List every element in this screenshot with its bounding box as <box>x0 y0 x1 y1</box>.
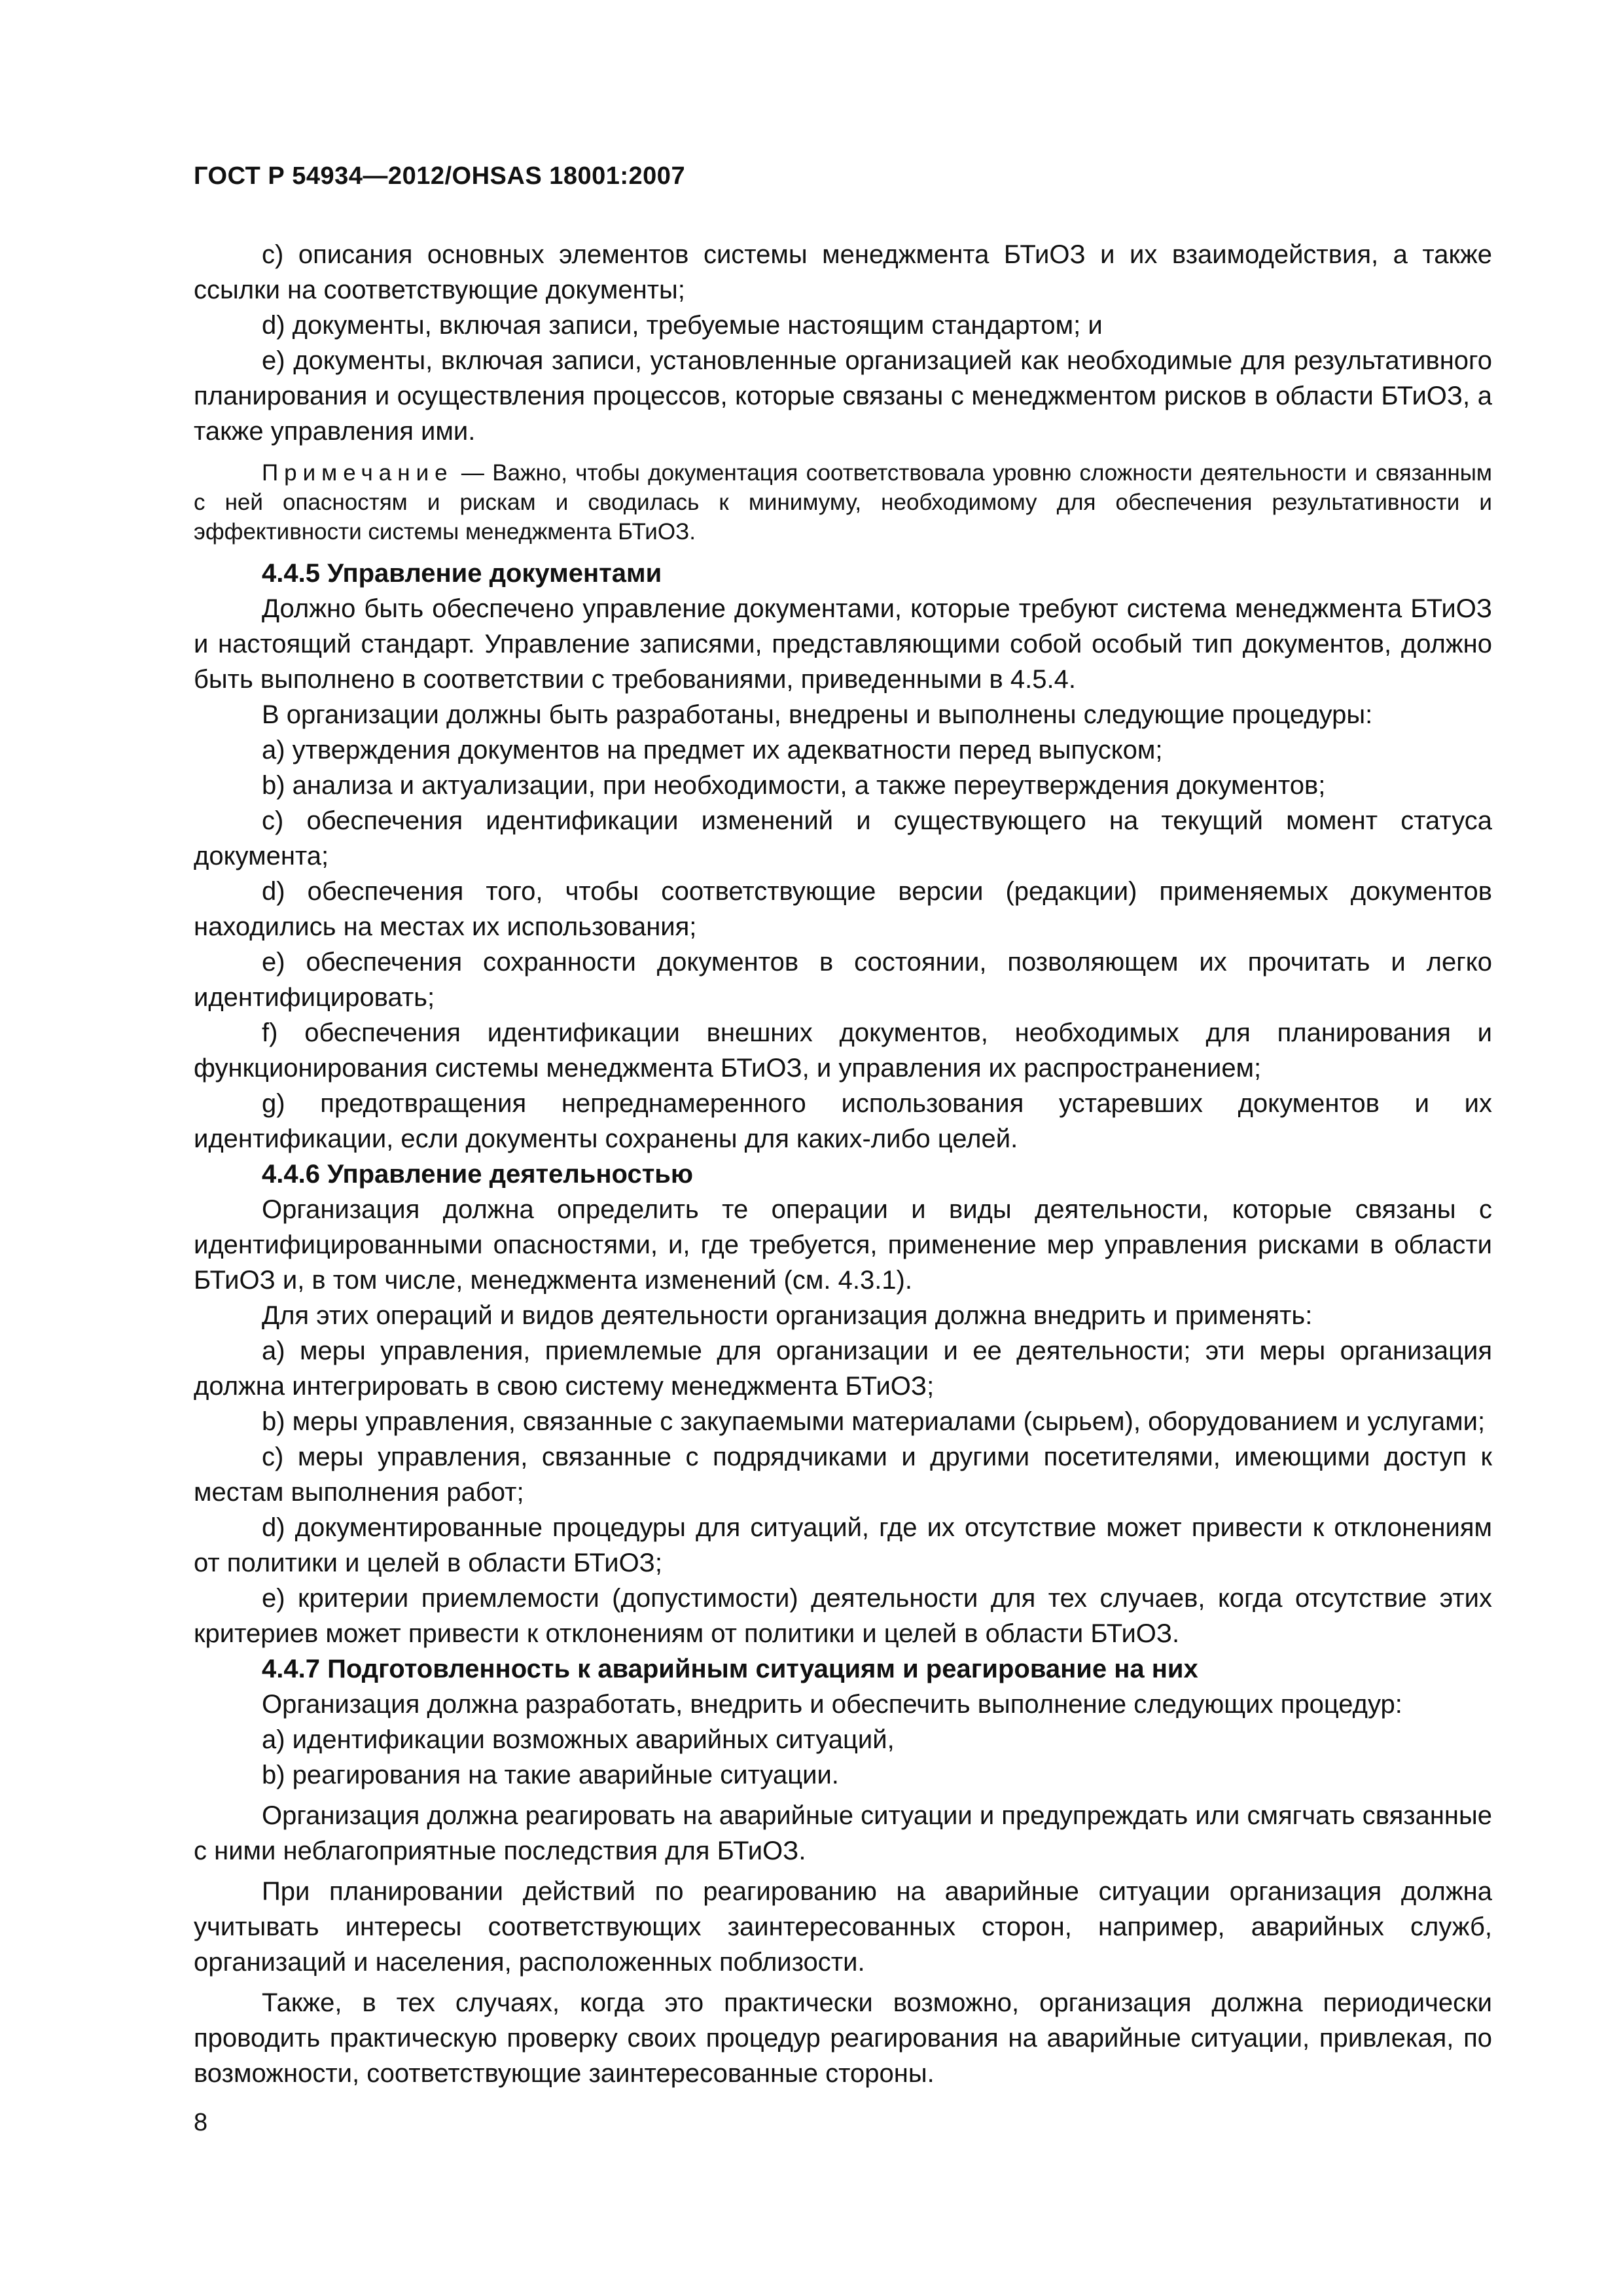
paragraph: В организации должны быть разработаны, внедрены и выполнены следующие процедуры: <box>262 700 1373 729</box>
list-item: d) обеспечения того, чтобы соответствующие версии (редакции) применяемых документов находились на местах их использования; <box>194 877 1492 941</box>
list-item: е) обеспечения сохранности документов в состоянии, позволяющем их прочитать и легко идентифицировать; <box>194 948 1492 1012</box>
paragraph: При планировании действий по реагированию на аварийные ситуации организация должна учитывать интересы соответствующих заинтересованных сторон, например, аварийных служб, организаций и населения, расположенных поблизости. <box>194 1877 1492 1977</box>
note-label: Примечание <box>262 460 454 486</box>
list-item-c: с) описания основных элементов системы менеджмента БТиОЗ и их взаимодействия, а также ссылки на соответствующие документы; <box>194 240 1492 304</box>
list-item-e: е) документы, включая записи, установленные организацией как необходимые для результативного планирования и осуществления процессов, которые связаны с менеджментом рисков в области БТиОЗ, а также управления ими. <box>194 346 1492 446</box>
paragraph: Организация должна реагировать на аварийные ситуации и предупреждать или смягчать связанные с ними неблагоприятные последствия для БТиОЗ. <box>194 1801 1492 1865</box>
list-item: b) меры управления, связанные с закупаемыми материалами (сырьем), оборудованием и услугами; <box>262 1407 1486 1436</box>
list-item: а) меры управления, приемлемые для организации и ее деятельности; эти меры организация должна интегрировать в свою систему менеджмента БТиОЗ; <box>194 1336 1492 1401</box>
paragraph: Также, в тех случаях, когда это практически возможно, организация должна периодически проводить практическую проверку своих процедур реагирования на аварийные ситуации, привлекая, по возможности, соответствующие заинтересованные стороны. <box>194 1988 1492 2088</box>
standard-header: ГОСТ Р 54934—2012/OHSAS 18001:2007 <box>194 162 686 190</box>
note-paragraph <box>194 458 1492 547</box>
note-text: — Важно, чтобы документация соответствовала уровню сложности деятельности и связанным с ней опасностям и рискам и сводилась к минимуму, необходимому для обеспечения результативности и эффективности системы менеджмента БТиОЗ. <box>194 460 1492 545</box>
page-number: 8 <box>194 2109 208 2136</box>
list-item: d) документированные процедуры для ситуаций, где их отсутствие может привести к отклонениям от политики и целей в области БТиОЗ; <box>194 1513 1492 1577</box>
list-item: g) предотвращения непреднамеренного использования устаревших документов и их идентификации, если документы сохранены для каких-либо целей. <box>194 1089 1492 1153</box>
list-item: с) обеспечения идентификации изменений и существующего на текущий момент статуса документа; <box>194 806 1492 870</box>
heading-4-4-6: 4.4.6 Управление деятельностью <box>262 1160 694 1189</box>
paragraph: Организация должна определить те операции и виды деятельности, которые связаны с идентифицированными опасностями, и, где требуется, применение мер управления рисками в области БТиОЗ и, в том числе, менеджмента изменений (см. 4.3.1). <box>194 1195 1492 1295</box>
list-item: е) критерии приемлемости (допустимости) деятельности для тех случаев, когда отсутствие этих критериев может привести к отклонениям от политики и целей в области БТиОЗ. <box>194 1584 1492 1648</box>
paragraph: Должно быть обеспечено управление документами, которые требуют система менеджмента БТиОЗ и настоящий стандарт. Управление записями, представляющими собой особый тип документов, должно быть выполнено в соответствии с требованиями, приведенными в 4.5.4. <box>194 594 1492 694</box>
list-item: b) реагирования на такие аварийные ситуации. <box>262 1761 839 1789</box>
list-item: а) утверждения документов на предмет их адекватности перед выпуском; <box>262 736 1163 764</box>
list-item: f) обеспечения идентификации внешних документов, необходимых для планирования и функционирования системы менеджмента БТиОЗ, и управления их распространением; <box>194 1018 1492 1083</box>
list-item: с) меры управления, связанные с подрядчиками и другими посетителями, имеющими доступ к местам выполнения работ; <box>194 1443 1492 1507</box>
paragraph: Для этих операций и видов деятельности организация должна внедрить и применять: <box>262 1301 1313 1330</box>
paragraph: Организация должна разработать, внедрить и обеспечить выполнение следующих процедур: <box>262 1690 1402 1719</box>
heading-4-4-5: 4.4.5 Управление документами <box>262 559 662 588</box>
heading-4-4-7: 4.4.7 Подготовленность к аварийным ситуациям и реагирование на них <box>262 1655 1198 1683</box>
list-item: а) идентификации возможных аварийных ситуаций, <box>262 1725 895 1754</box>
document-body <box>194 237 1492 2091</box>
list-item: b) анализа и актуализации, при необходимости, а также переутверждения документов; <box>262 771 1326 800</box>
list-item-d: d) документы, включая записи, требуемые настоящим стандартом; и <box>262 311 1103 340</box>
